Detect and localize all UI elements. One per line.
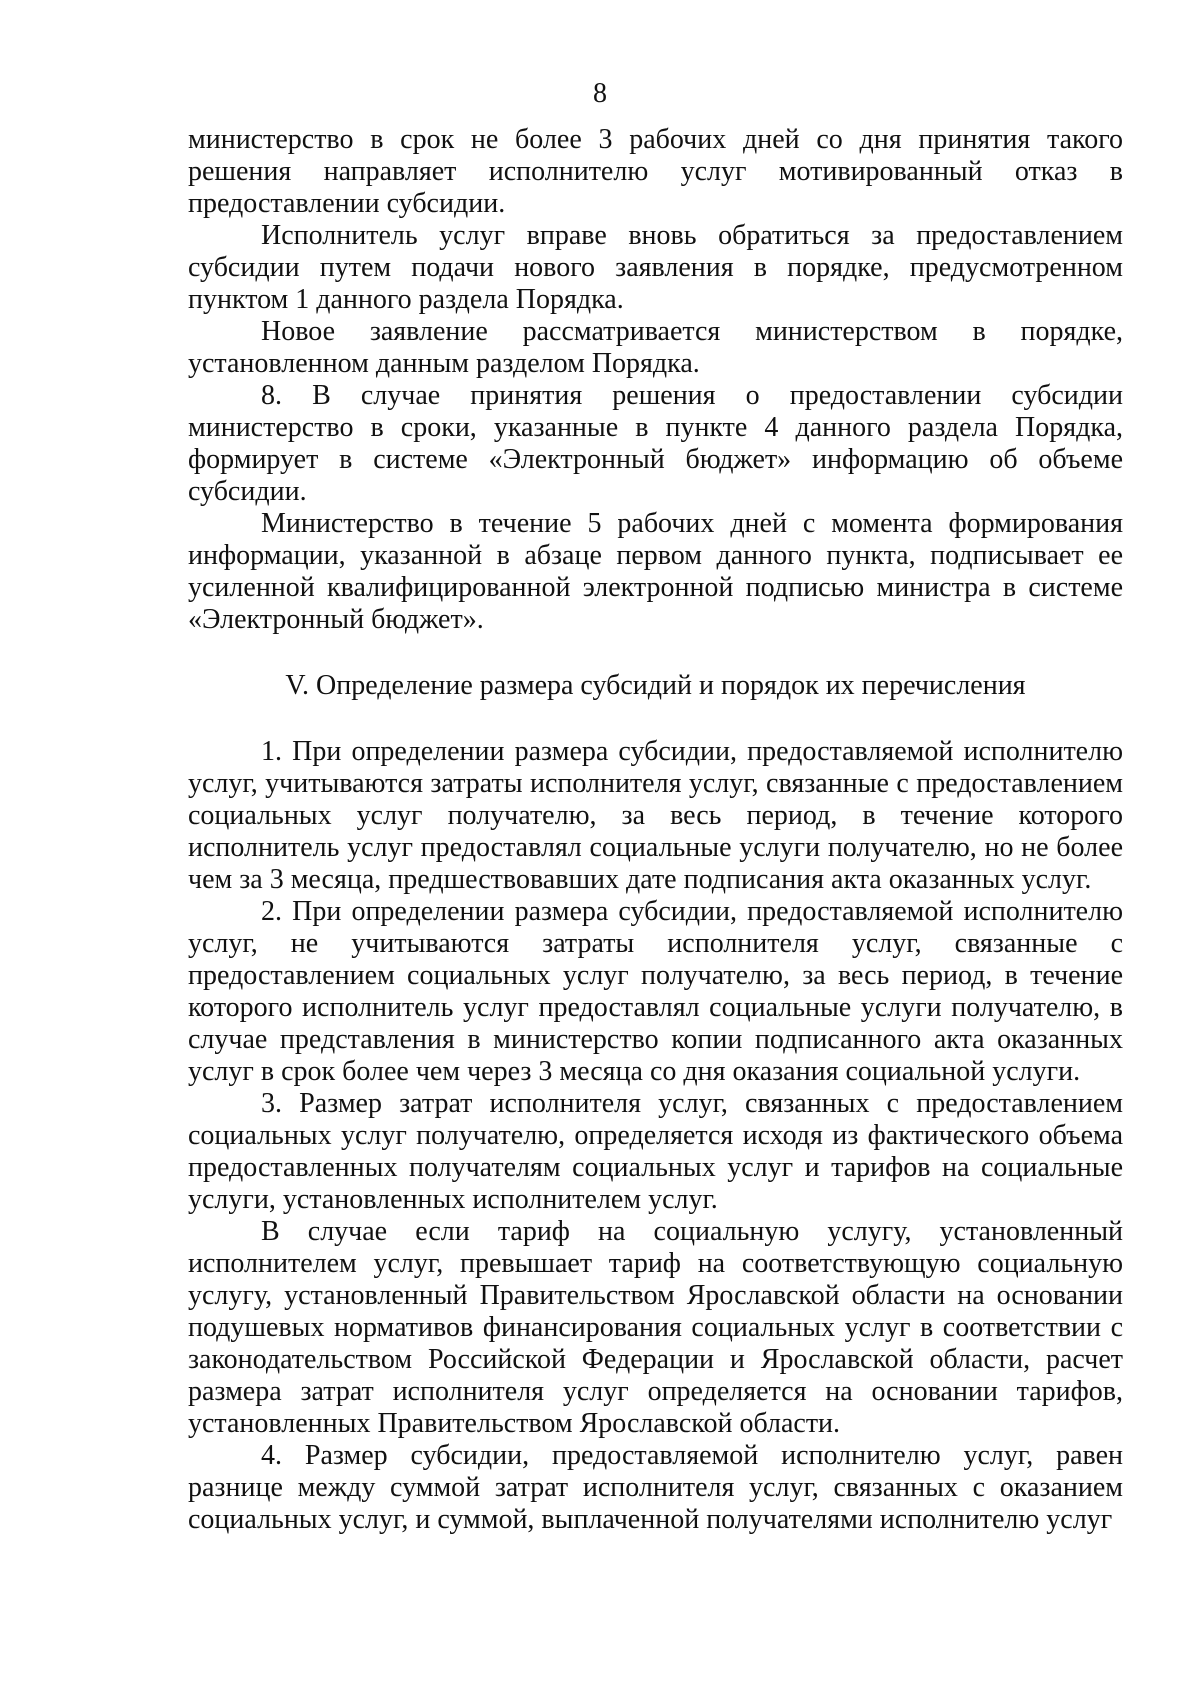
paragraph-continuation: министерство в срок не более 3 рабочих дней со дня принятия такого решения направляет исполнителю услуг мотивированный отказ в предоставлении субсидии.: [188, 124, 1123, 219]
paragraph-item-3: 3. Размер затрат исполнителя услуг, связанных с предоставлением социальных услуг получателю, определяется исходя из фактического объема предоставленных получателям социальных услуг и тарифов на социальные услуги, установленных исполнителем услуг.: [188, 1088, 1123, 1215]
paragraph: Исполнитель услуг вправе вновь обратиться за предоставлением субсидии путем подачи нового заявления в порядке, предусмотренном пунктом 1 данного раздела Порядка.: [188, 220, 1123, 315]
paragraph-item-2: 2. При определении размера субсидии, предоставляемой исполнителю услуг, не учитываются затраты исполнителя услуг, связанные с предоставлением социальных услуг получателю, за весь период, в течение которого исполнитель услуг предоставлял социальные услуги получателю, в случае представления в министерство копии подписанного акта оказанных услуг в срок более чем через 3 месяца со дня оказания социальной услуги.: [188, 896, 1123, 1087]
paragraph: Новое заявление рассматривается министерством в порядке, установленном данным разделом Порядка.: [188, 316, 1123, 379]
spacer: [188, 702, 1123, 736]
document-body: [188, 124, 1123, 1536]
paragraph: Министерство в течение 5 рабочих дней с момента формирования информации, указанной в абзаце первом данного пункта, подписывает ее усиленной квалифицированной электронной подписью министра в системе «Электронный бюджет».: [188, 508, 1123, 635]
paragraph: В случае если тариф на социальную услугу, установленный исполнителем услуг, превышает тариф на соответствующую социальную услугу, установленный Правительством Ярославской области на основании подушевых нормативов финансирования социальных услуг в соответствии с законодательством Российской Федерации и Ярославской области, расчет размера затрат исполнителя услуг определяется на основании тарифов, установленных Правительством Ярославской области.: [188, 1216, 1123, 1439]
spacer: [188, 636, 1123, 670]
paragraph-item-4: 4. Размер субсидии, предоставляемой исполнителю услуг, равен разнице между суммой затрат исполнителя услуг, связанных с оказанием социальных услуг, и суммой, выплаченной получателями исполнителю услуг: [188, 1440, 1123, 1535]
paragraph-item-1: 1. При определении размера субсидии, предоставляемой исполнителю услуг, учитываются затраты исполнителя услуг, связанные с предоставлением социальных услуг получателю, за весь период, в течение которого исполнитель услуг предоставлял социальные услуги получателю, но не более чем за 3 месяца, предшествовавших дате подписания акта оказанных услуг.: [188, 736, 1123, 895]
page-number: 8: [593, 78, 607, 109]
paragraph-item-8: 8. В случае принятия решения о предоставлении субсидии министерство в сроки, указанные в пункте 4 данного раздела Порядка, формирует в системе «Электронный бюджет» информацию об объеме субсидии.: [188, 380, 1123, 507]
section-heading: V. Определение размера субсидий и порядок их перечисления: [285, 670, 1026, 701]
